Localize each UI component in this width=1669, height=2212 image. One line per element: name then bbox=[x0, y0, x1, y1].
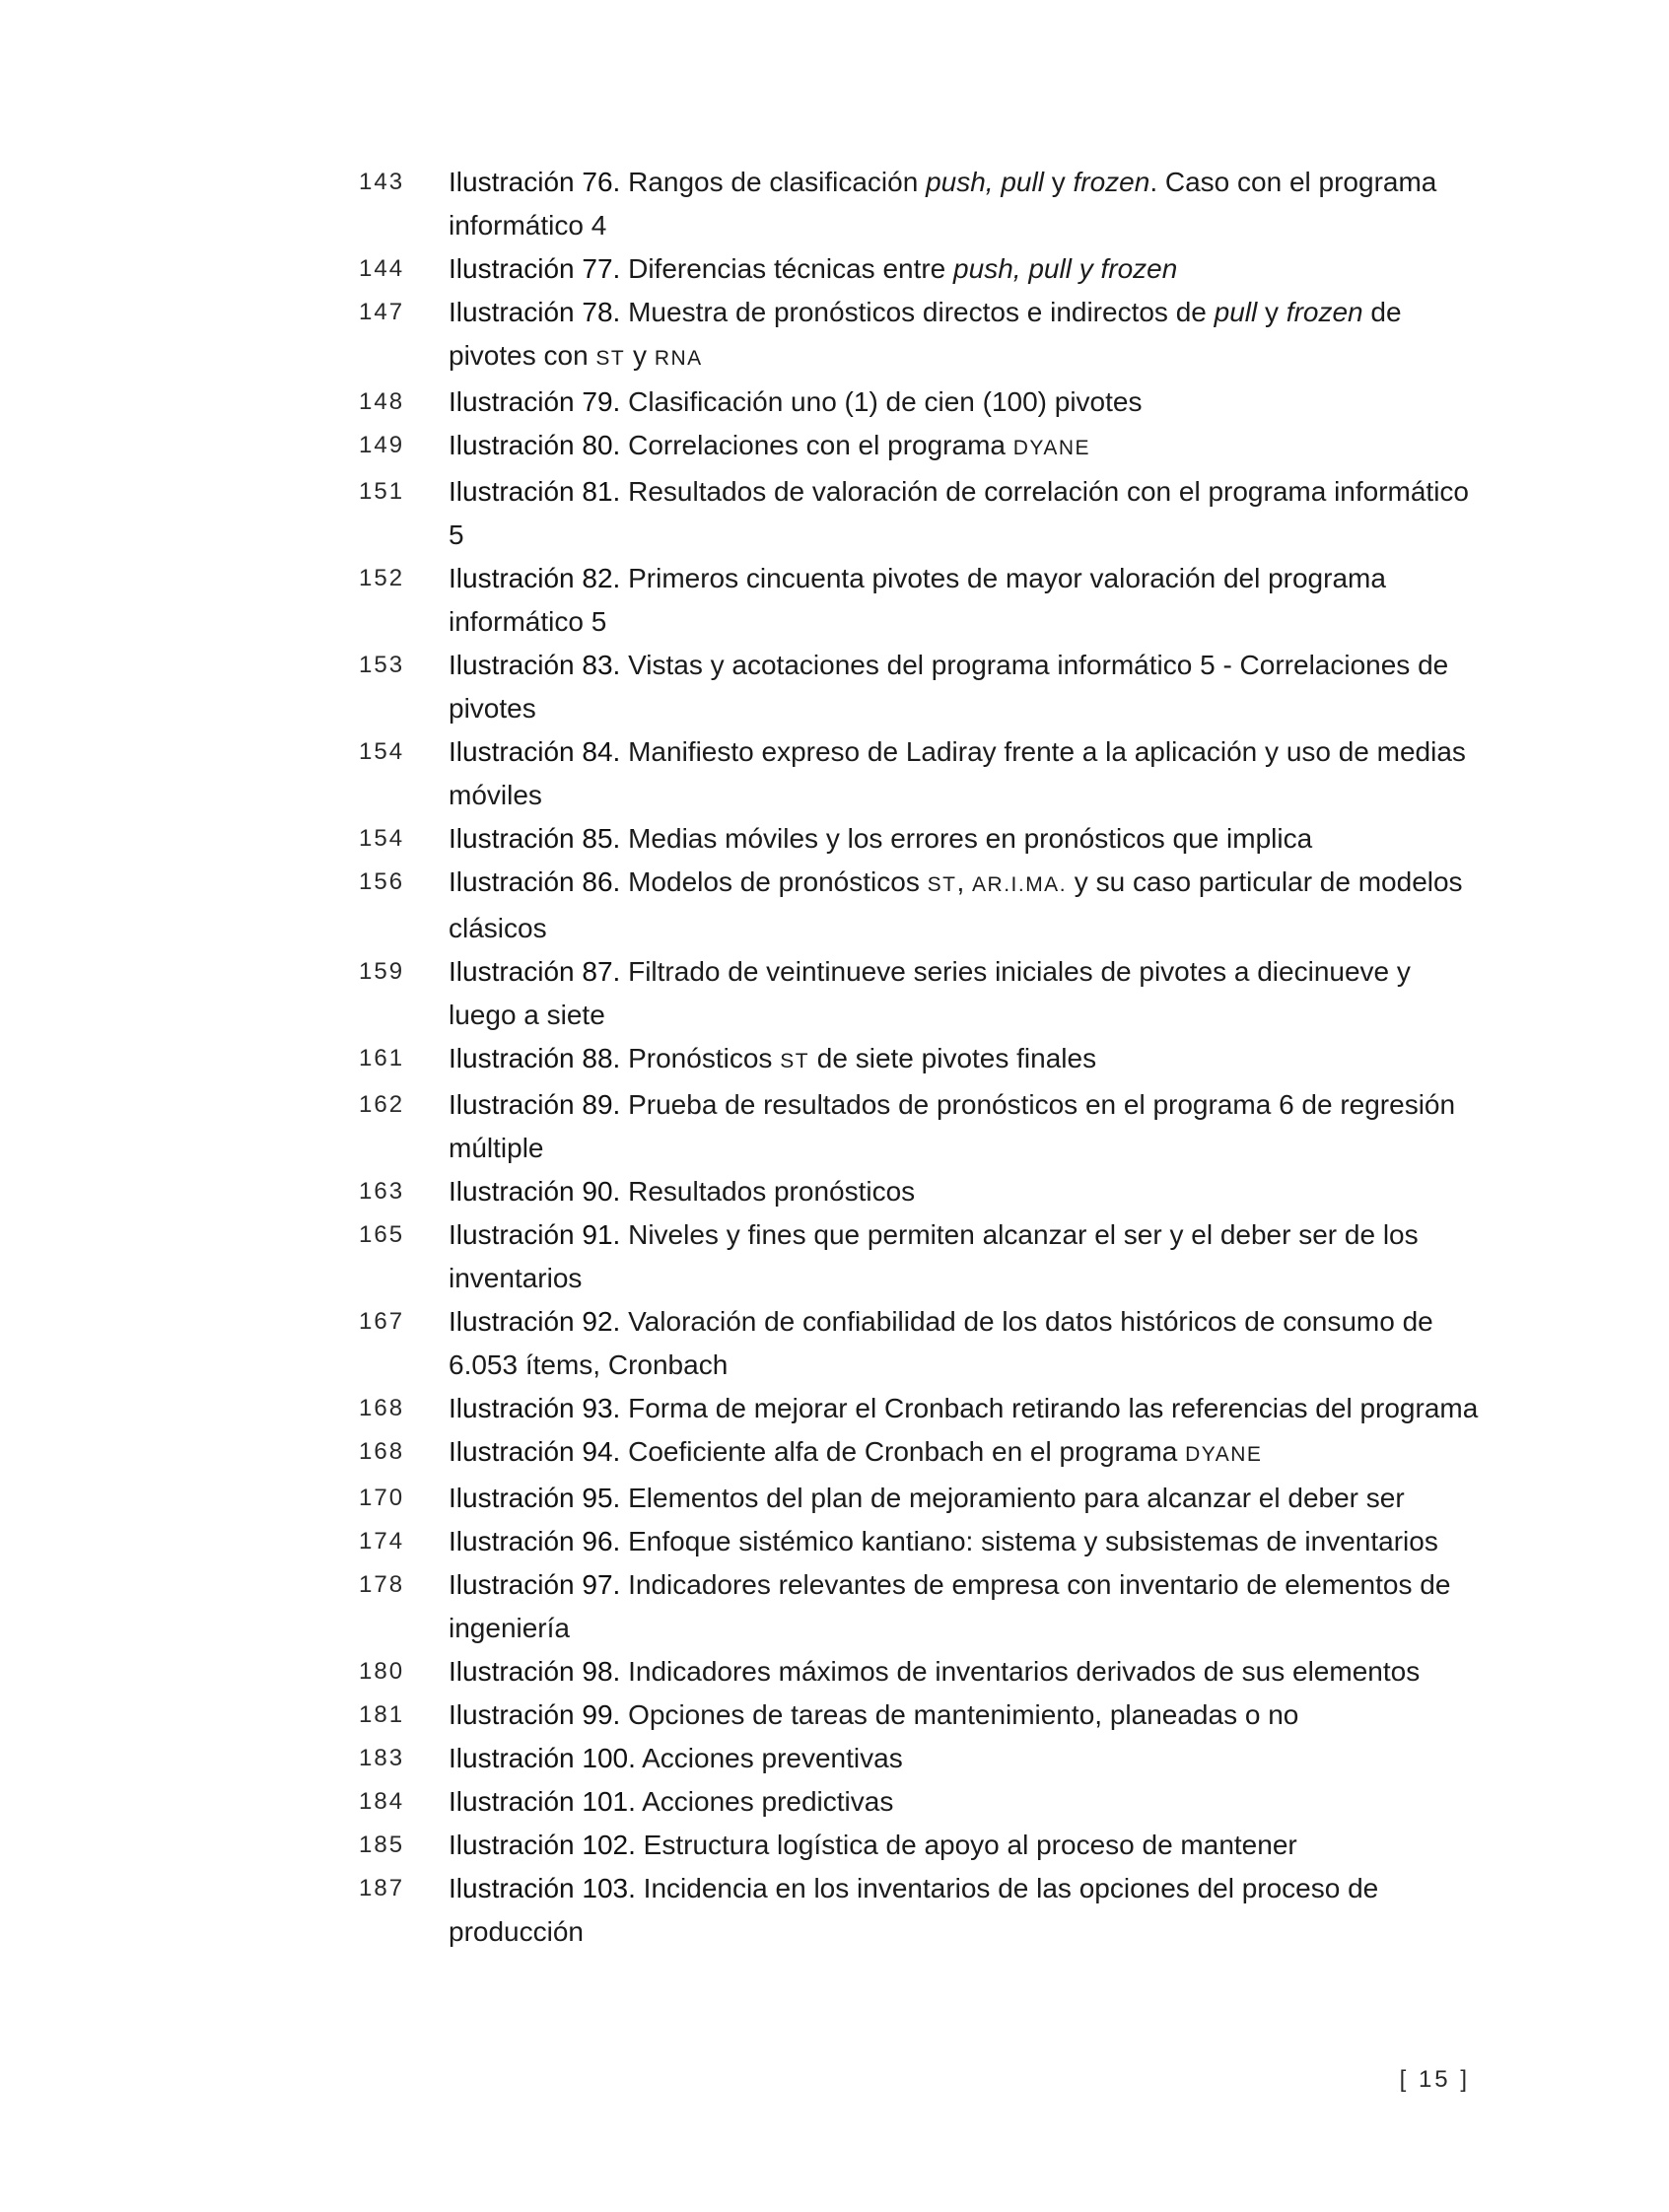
entry-text-part: Clasificación uno (1) de cien (100) pivotes bbox=[620, 386, 1143, 417]
toc-entry bbox=[359, 557, 1483, 644]
entry-page-number: 163 bbox=[359, 1178, 405, 1205]
toc-entry bbox=[359, 1083, 1483, 1170]
entry-label: Ilustración 99. bbox=[449, 1699, 621, 1730]
entry-title bbox=[449, 470, 1483, 557]
entry-text-part: Resultados de valoración de correlación con el programa informático 5 bbox=[449, 476, 1469, 550]
entry-label: Ilustración 81. bbox=[449, 476, 621, 507]
entry-text-part: , bbox=[956, 866, 973, 897]
entry-label: Ilustración 89. bbox=[449, 1089, 621, 1120]
entry-text-part: Indicadores máximos de inventarios derivados de sus elementos bbox=[620, 1656, 1421, 1687]
entry-text-part: Niveles y fines que permiten alcanzar el ser y el deber ser de los inventarios bbox=[449, 1219, 1419, 1293]
entry-page-number: 147 bbox=[359, 299, 405, 325]
entry-page-number: 180 bbox=[359, 1658, 405, 1685]
entry-page-number: 184 bbox=[359, 1788, 405, 1815]
entry-page-number: 148 bbox=[359, 388, 405, 415]
entry-text-part: ST bbox=[780, 1050, 810, 1072]
entry-page-number: 162 bbox=[359, 1091, 405, 1118]
toc-entry bbox=[359, 470, 1483, 557]
entry-page-number: 154 bbox=[359, 738, 405, 765]
entry-page-number: 181 bbox=[359, 1701, 405, 1728]
entry-title bbox=[449, 1083, 1483, 1170]
entry-label: Ilustración 93. bbox=[449, 1393, 621, 1423]
entry-text-part: Acciones preventivas bbox=[635, 1743, 903, 1773]
entry-text-part: y bbox=[1257, 297, 1287, 327]
entry-label: Ilustración 100. bbox=[449, 1743, 636, 1773]
entry-text-part: DYANE bbox=[1185, 1443, 1263, 1466]
entry-page-number: 149 bbox=[359, 432, 405, 458]
toc-entry bbox=[359, 861, 1483, 950]
entry-text-part: pull bbox=[1214, 297, 1258, 327]
entry-page-number: 168 bbox=[359, 1438, 405, 1465]
toc-entry bbox=[359, 1867, 1483, 1954]
entry-text-part: frozen bbox=[1073, 167, 1150, 197]
entry-text-part: y bbox=[625, 340, 655, 371]
entry-text-part: Estructura logística de apoyo al proceso de mantener bbox=[635, 1830, 1297, 1860]
entry-label: Ilustración 76. bbox=[449, 167, 621, 197]
entry-page-number: 174 bbox=[359, 1528, 405, 1555]
entry-page-number: 143 bbox=[359, 169, 405, 195]
entry-page-number: 170 bbox=[359, 1485, 405, 1511]
entry-title bbox=[449, 1520, 1483, 1563]
entry-page-number: 151 bbox=[359, 478, 405, 505]
entry-text-part: Incidencia en los inventarios de las opciones del proceso de producción bbox=[449, 1873, 1379, 1947]
entry-text-part: Rangos de clasificación bbox=[620, 167, 927, 197]
entry-label: Ilustración 84. bbox=[449, 736, 621, 767]
entry-text-part: Opciones de tareas de mantenimiento, planeadas o no bbox=[620, 1699, 1299, 1730]
entry-text-part: Modelos de pronósticos bbox=[620, 866, 928, 897]
entry-title bbox=[449, 950, 1483, 1037]
entry-label: Ilustración 96. bbox=[449, 1526, 621, 1556]
entry-text-part: Correlaciones con el programa bbox=[620, 430, 1013, 460]
entry-title bbox=[449, 1387, 1483, 1430]
toc-entry bbox=[359, 161, 1483, 247]
entry-label: Ilustración 94. bbox=[449, 1436, 621, 1467]
entry-title bbox=[449, 861, 1483, 950]
entry-label: Ilustración 77. bbox=[449, 253, 621, 284]
entry-title bbox=[449, 817, 1483, 861]
toc-entry bbox=[359, 1650, 1483, 1694]
entry-page-number: 167 bbox=[359, 1308, 405, 1335]
entry-text-part: RNA bbox=[654, 347, 703, 370]
entry-title bbox=[449, 1300, 1483, 1387]
entry-title bbox=[449, 1694, 1483, 1737]
entry-label: Ilustración 91. bbox=[449, 1219, 621, 1250]
entry-text-part: Medias móviles y los errores en pronósticos que implica bbox=[620, 823, 1313, 854]
entry-title bbox=[449, 1213, 1483, 1300]
entry-page-number: 156 bbox=[359, 868, 405, 895]
entry-text-part: Filtrado de veintinueve series iniciales de pivotes a diecinueve y luego a siete bbox=[449, 956, 1411, 1030]
entry-text-part: y su caso particular de modelos clásicos bbox=[449, 866, 1463, 943]
entry-page-number: 168 bbox=[359, 1395, 405, 1421]
entry-text-part: de siete pivotes finales bbox=[809, 1043, 1097, 1073]
toc-entry bbox=[359, 1477, 1483, 1520]
entry-page-number: 153 bbox=[359, 652, 405, 678]
toc-entry bbox=[359, 291, 1483, 380]
entry-title bbox=[449, 1737, 1483, 1780]
toc-entry bbox=[359, 1430, 1483, 1477]
entry-text-part: Prueba de resultados de pronósticos en el programa 6 de regresión múltiple bbox=[449, 1089, 1456, 1163]
toc-entry bbox=[359, 247, 1483, 291]
entry-text-part: ST bbox=[927, 873, 957, 896]
entry-text-part: Manifiesto expreso de Ladiray frente a la aplicación y uso de medias móviles bbox=[449, 736, 1466, 810]
entry-title bbox=[449, 1563, 1483, 1650]
entry-title bbox=[449, 380, 1483, 424]
entry-label: Ilustración 86. bbox=[449, 866, 621, 897]
toc-entry bbox=[359, 1300, 1483, 1387]
entry-text-part: Enfoque sistémico kantiano: sistema y subsistemas de inventarios bbox=[620, 1526, 1438, 1556]
entry-page-number: 154 bbox=[359, 825, 405, 852]
entry-text-part: push, pull bbox=[926, 167, 1044, 197]
entry-label: Ilustración 82. bbox=[449, 563, 621, 593]
entry-title bbox=[449, 1037, 1483, 1083]
toc-entry bbox=[359, 1824, 1483, 1867]
entry-text-part: Coeficiente alfa de Cronbach en el programa bbox=[620, 1436, 1186, 1467]
entry-page-number: 178 bbox=[359, 1571, 405, 1598]
toc-entry bbox=[359, 644, 1483, 730]
entry-text-part: Indicadores relevantes de empresa con inventario de elementos de ingeniería bbox=[449, 1569, 1451, 1643]
entry-title bbox=[449, 1867, 1483, 1954]
entry-title bbox=[449, 1780, 1483, 1824]
toc-entry bbox=[359, 1520, 1483, 1563]
entry-title bbox=[449, 161, 1483, 247]
entry-label: Ilustración 78. bbox=[449, 297, 621, 327]
toc-entry bbox=[359, 1563, 1483, 1650]
toc-entry bbox=[359, 380, 1483, 424]
entry-page-number: 165 bbox=[359, 1221, 405, 1248]
entry-text-part: Valoración de confiabilidad de los datos históricos de consumo de 6.053 ítems, Cronbach bbox=[449, 1306, 1433, 1380]
entry-title bbox=[449, 291, 1483, 380]
entry-page-number: 161 bbox=[359, 1045, 405, 1071]
entry-title bbox=[449, 424, 1483, 470]
entry-label: Ilustración 87. bbox=[449, 956, 621, 987]
page-number: [ 15 ] bbox=[1399, 2066, 1470, 2093]
entry-text-part: Vistas y acotaciones del programa informático 5 - Correlaciones de pivotes bbox=[449, 650, 1449, 724]
entry-page-number: 144 bbox=[359, 255, 405, 282]
list-of-illustrations bbox=[359, 161, 1483, 1954]
entry-title bbox=[449, 1650, 1483, 1694]
toc-entry bbox=[359, 1780, 1483, 1824]
toc-entry bbox=[359, 1737, 1483, 1780]
entry-text-part: ST bbox=[595, 347, 626, 370]
entry-title bbox=[449, 247, 1483, 291]
entry-page-number: 187 bbox=[359, 1875, 405, 1901]
entry-page-number: 185 bbox=[359, 1832, 405, 1858]
entry-label: Ilustración 98. bbox=[449, 1656, 621, 1687]
toc-entry bbox=[359, 1037, 1483, 1083]
toc-entry bbox=[359, 950, 1483, 1037]
entry-label: Ilustración 80. bbox=[449, 430, 621, 460]
entry-label: Ilustración 103. bbox=[449, 1873, 636, 1903]
entry-label: Ilustración 92. bbox=[449, 1306, 621, 1337]
entry-text-part: Forma de mejorar el Cronbach retirando las referencias del programa bbox=[620, 1393, 1479, 1423]
entry-title bbox=[449, 1477, 1483, 1520]
entry-title bbox=[449, 1824, 1483, 1867]
entry-text-part: Resultados pronósticos bbox=[620, 1176, 916, 1207]
entry-label: Ilustración 95. bbox=[449, 1483, 621, 1513]
entry-text-part: Primeros cincuenta pivotes de mayor valoración del programa informático 5 bbox=[449, 563, 1386, 637]
toc-entry bbox=[359, 730, 1483, 817]
entry-title bbox=[449, 730, 1483, 817]
entry-text-part: frozen bbox=[1286, 297, 1363, 327]
entry-page-number: 159 bbox=[359, 958, 405, 985]
entry-text-part: Elementos del plan de mejoramiento para alcanzar el deber ser bbox=[620, 1483, 1405, 1513]
entry-page-number: 152 bbox=[359, 565, 405, 591]
entry-text-part: push, pull y frozen bbox=[953, 253, 1178, 284]
entry-title bbox=[449, 1430, 1483, 1477]
entry-text-part: . Caso con el programa informático 4 bbox=[449, 167, 1437, 241]
toc-entry bbox=[359, 424, 1483, 470]
entry-text-part: y bbox=[1043, 167, 1074, 197]
entry-label: Ilustración 101. bbox=[449, 1786, 636, 1817]
entry-label: Ilustración 85. bbox=[449, 823, 621, 854]
entry-text-part: Diferencias técnicas entre bbox=[620, 253, 954, 284]
entry-label: Ilustración 102. bbox=[449, 1830, 636, 1860]
entry-title bbox=[449, 557, 1483, 644]
entry-label: Ilustración 88. bbox=[449, 1043, 621, 1073]
toc-entry bbox=[359, 1387, 1483, 1430]
toc-entry bbox=[359, 1213, 1483, 1300]
entry-text-part: AR.I.MA. bbox=[972, 873, 1068, 896]
entry-title bbox=[449, 1170, 1483, 1213]
entry-page-number: 183 bbox=[359, 1745, 405, 1771]
entry-text-part: de pivotes con bbox=[449, 297, 1402, 371]
entry-label: Ilustración 97. bbox=[449, 1569, 621, 1600]
toc-entry bbox=[359, 1170, 1483, 1213]
entry-label: Ilustración 83. bbox=[449, 650, 621, 680]
entry-text-part: Acciones predictivas bbox=[635, 1786, 894, 1817]
entry-text-part: DYANE bbox=[1012, 437, 1091, 459]
entry-title bbox=[449, 644, 1483, 730]
toc-entry bbox=[359, 1694, 1483, 1737]
entry-label: Ilustración 79. bbox=[449, 386, 621, 417]
entry-text-part: Muestra de pronósticos directos e indirectos de bbox=[620, 297, 1215, 327]
entry-text-part: Pronósticos bbox=[620, 1043, 781, 1073]
toc-entry bbox=[359, 817, 1483, 861]
entry-label: Ilustración 90. bbox=[449, 1176, 621, 1207]
